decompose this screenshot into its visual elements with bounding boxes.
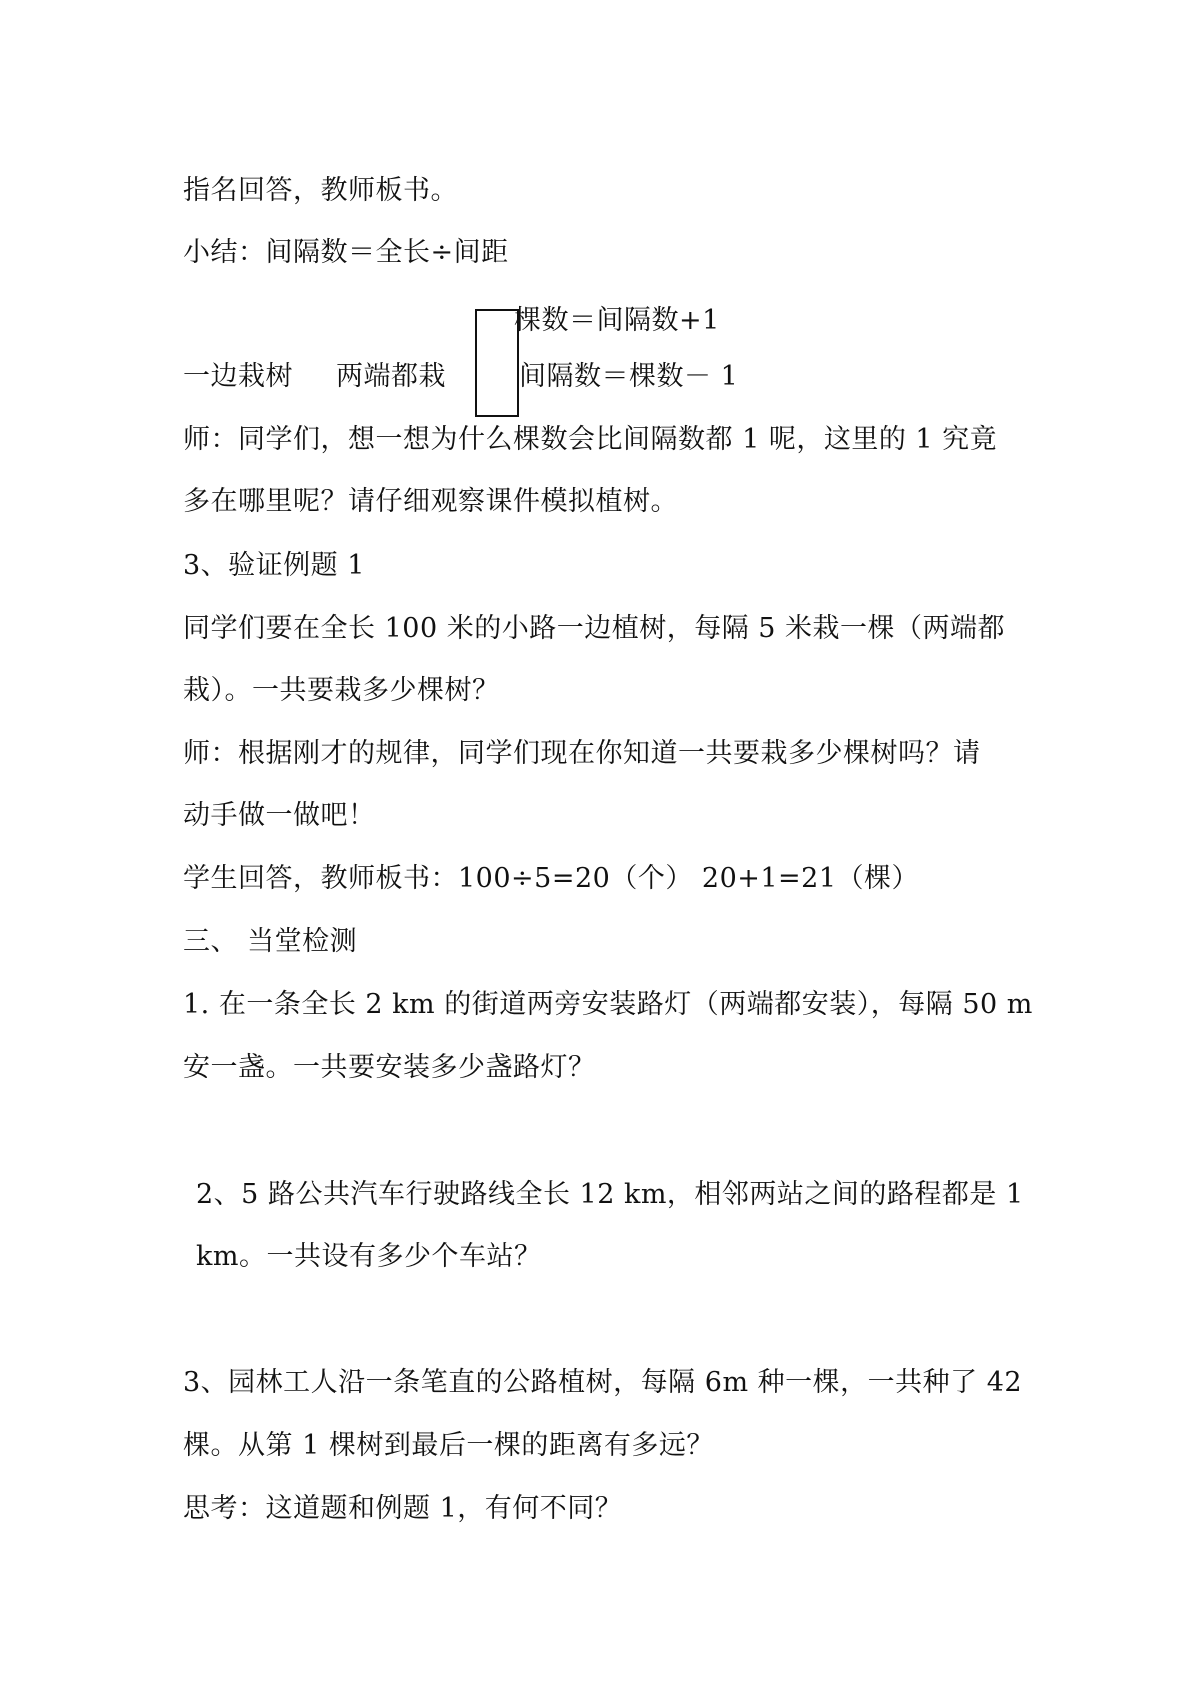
formula-bracket-box <box>475 309 519 417</box>
text-line: 师：同学们，想一想为什么棵数会比间隔数都 1 呢，这里的 1 究竟 <box>183 424 998 455</box>
formula-tree-count: 棵数＝间隔数+1 <box>514 305 720 336</box>
text-line: 指名回答，教师板书。 <box>183 175 458 206</box>
example-problem-line: 同学们要在全长 100 米的小路一边植树，每隔 5 米栽一棵（两端都 <box>183 613 1006 644</box>
formula-interval-count: 间隔数＝棵数－ 1 <box>519 361 739 392</box>
summary-line: 小结：间隔数＝全长÷间距 <box>183 237 509 268</box>
exercise-line: 安一盏。一共要安装多少盏路灯？ <box>183 1052 596 1083</box>
formula-one-side-label: 一边栽树 <box>183 361 293 392</box>
teacher-line: 师：根据刚才的规律，同学们现在你知道一共要栽多少棵树吗？请 <box>183 738 981 769</box>
exercise-line: 棵。从第 1 棵树到最后一棵的距离有多远？ <box>183 1430 714 1461</box>
example-problem-line: 栽）。一共要栽多少棵树？ <box>183 675 500 706</box>
section-heading: 3、验证例题 1 <box>183 550 365 581</box>
answer-line: 学生回答，教师板书：100÷5=20（个） 20+1=21（棵） <box>183 863 920 894</box>
exercise-line: 1. 在一条全长 2 km 的街道两旁安装路灯（两端都安装），每隔 50 m <box>183 989 1033 1020</box>
thinking-line: 思考：这道题和例题 1，有何不同？ <box>183 1493 623 1524</box>
formula-both-ends-label: 两端都栽 <box>336 361 446 392</box>
exercise-line: 3、园林工人沿一条笔直的公路植树，每隔 6m 种一棵，一共种了 42 <box>183 1367 1023 1398</box>
teacher-line: 动手做一做吧！ <box>183 800 376 831</box>
section-heading: 三、 当堂检测 <box>183 926 358 957</box>
exercise-line: km。一共设有多少个车站？ <box>196 1241 542 1272</box>
exercise-line: 2、5 路公共汽车行驶路线全长 12 km，相邻两站之间的路程都是 1 <box>196 1179 1024 1210</box>
text-line: 多在哪里呢？请仔细观察课件模拟植树。 <box>183 486 678 517</box>
